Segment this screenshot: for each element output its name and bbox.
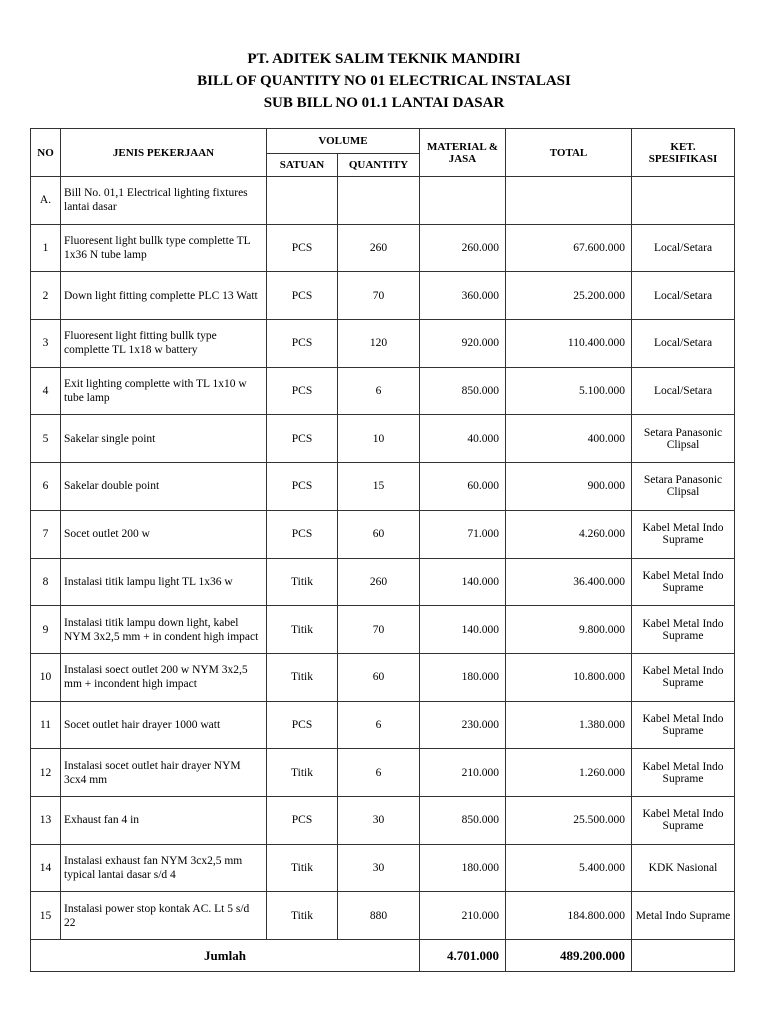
cell-ket: Local/Setara	[632, 224, 735, 272]
cell-quantity: 6	[338, 367, 420, 415]
cell-no: 5	[31, 415, 61, 463]
cell-material: 210.000	[420, 749, 506, 797]
summary-label: Jumlah	[31, 940, 420, 972]
cell-jenis: Sakelar single point	[61, 415, 267, 463]
cell-total	[506, 177, 632, 225]
cell-satuan: PCS	[267, 510, 338, 558]
cell-quantity: 60	[338, 510, 420, 558]
table-row	[31, 606, 735, 654]
table-row	[31, 415, 735, 463]
cell-no: A.	[31, 177, 61, 225]
cell-material: 180.000	[420, 653, 506, 701]
cell-quantity	[338, 177, 420, 225]
table-row	[31, 272, 735, 320]
cell-satuan: Titik	[267, 558, 338, 606]
cell-jenis: Exit lighting complette with TL 1x10 w tube lamp	[61, 367, 267, 415]
cell-jenis: Down light fitting complette PLC 13 Watt	[61, 272, 267, 320]
cell-total: 10.800.000	[506, 653, 632, 701]
cell-ket: Local/Setara	[632, 272, 735, 320]
cell-material: 920.000	[420, 320, 506, 368]
cell-jenis: Fluoresent light bullk type complette TL 1x36 N tube lamp	[61, 224, 267, 272]
cell-no: 3	[31, 320, 61, 368]
cell-total: 5.400.000	[506, 844, 632, 892]
cell-ket: Kabel Metal Indo Suprame	[632, 606, 735, 654]
cell-jenis: Instalasi titik lampu down light, kabel NYM 3x2,5 mm + in condent high impact	[61, 606, 267, 654]
cell-total: 25.500.000	[506, 796, 632, 844]
sub-bill-title: SUB BILL NO 01.1 LANTAI DASAR	[263, 95, 505, 111]
cell-satuan: PCS	[267, 463, 338, 511]
table-row	[31, 224, 735, 272]
bill-of-quantity-table	[30, 128, 735, 972]
cell-no: 15	[31, 892, 61, 940]
cell-satuan: Titik	[267, 653, 338, 701]
cell-material: 71.000	[420, 510, 506, 558]
cell-satuan: PCS	[267, 415, 338, 463]
cell-material	[420, 177, 506, 225]
cell-total: 1.380.000	[506, 701, 632, 749]
cell-no: 11	[31, 701, 61, 749]
table-row	[31, 701, 735, 749]
cell-material: 40.000	[420, 415, 506, 463]
cell-ket: Kabel Metal Indo Suprame	[632, 510, 735, 558]
cell-material: 210.000	[420, 892, 506, 940]
cell-jenis: Instalasi exhaust fan NYM 3cx2,5 mm typical lantai dasar s/d 4	[61, 844, 267, 892]
cell-material: 230.000	[420, 701, 506, 749]
cell-satuan: Titik	[267, 892, 338, 940]
cell-no: 7	[31, 510, 61, 558]
cell-satuan: Titik	[267, 749, 338, 797]
cell-no: 10	[31, 653, 61, 701]
cell-jenis: Instalasi titik lampu light TL 1x36 w	[61, 558, 267, 606]
cell-quantity: 6	[338, 701, 420, 749]
col-quantity-header: QUANTITY	[338, 154, 420, 177]
cell-jenis: Instalasi socet outlet hair drayer NYM 3cx4 mm	[61, 749, 267, 797]
col-material-header: MATERIAL & JASA	[420, 129, 506, 177]
cell-total: 184.800.000	[506, 892, 632, 940]
cell-ket: KDK Nasional	[632, 844, 735, 892]
table-row	[31, 653, 735, 701]
cell-jenis: Bill No. 01,1 Electrical lighting fixtures lantai dasar	[61, 177, 267, 225]
cell-total: 900.000	[506, 463, 632, 511]
cell-material: 180.000	[420, 844, 506, 892]
cell-material: 850.000	[420, 367, 506, 415]
cell-total: 400.000	[506, 415, 632, 463]
cell-quantity: 60	[338, 653, 420, 701]
col-satuan-header: SATUAN	[267, 154, 338, 177]
cell-jenis: Instalasi soect outlet 200 w NYM 3x2,5 mm + incondent high impact	[61, 653, 267, 701]
cell-ket: Kabel Metal Indo Suprame	[632, 653, 735, 701]
cell-no: 6	[31, 463, 61, 511]
table-row	[31, 558, 735, 606]
cell-satuan: PCS	[267, 796, 338, 844]
cell-material: 140.000	[420, 606, 506, 654]
cell-no: 4	[31, 367, 61, 415]
col-jenis-header: JENIS PEKERJAAN	[61, 129, 267, 177]
summary-row	[31, 940, 735, 972]
table-body	[31, 177, 735, 940]
cell-quantity: 30	[338, 796, 420, 844]
cell-material: 260.000	[420, 224, 506, 272]
cell-material: 850.000	[420, 796, 506, 844]
cell-jenis: Socet outlet 200 w	[61, 510, 267, 558]
cell-ket: Local/Setara	[632, 320, 735, 368]
cell-ket	[632, 177, 735, 225]
document-header	[0, 48, 768, 114]
cell-satuan: PCS	[267, 224, 338, 272]
cell-satuan	[267, 177, 338, 225]
cell-satuan: PCS	[267, 272, 338, 320]
table-row	[31, 367, 735, 415]
table-row	[31, 510, 735, 558]
cell-quantity: 30	[338, 844, 420, 892]
summary-ket	[632, 940, 735, 972]
cell-quantity: 70	[338, 272, 420, 320]
summary-grand-total: 489.200.000	[506, 940, 632, 972]
header-row-1	[31, 129, 735, 154]
cell-ket: Kabel Metal Indo Suprame	[632, 701, 735, 749]
cell-total: 4.260.000	[506, 510, 632, 558]
cell-satuan: Titik	[267, 844, 338, 892]
cell-total: 110.400.000	[506, 320, 632, 368]
cell-satuan: PCS	[267, 320, 338, 368]
cell-satuan: PCS	[267, 367, 338, 415]
cell-no: 9	[31, 606, 61, 654]
cell-quantity: 260	[338, 558, 420, 606]
cell-ket: Kabel Metal Indo Suprame	[632, 796, 735, 844]
col-volume-header: VOLUME	[267, 129, 420, 154]
col-no-header: NO	[31, 129, 61, 177]
cell-total: 5.100.000	[506, 367, 632, 415]
cell-jenis: Exhaust fan 4 in	[61, 796, 267, 844]
cell-no: 2	[31, 272, 61, 320]
table-row	[31, 177, 735, 225]
cell-jenis: Fluoresent light fitting bullk type complette TL 1x18 w battery	[61, 320, 267, 368]
table-row	[31, 749, 735, 797]
cell-ket: Metal Indo Suprame	[632, 892, 735, 940]
cell-quantity: 260	[338, 224, 420, 272]
cell-satuan: PCS	[267, 701, 338, 749]
cell-total: 9.800.000	[506, 606, 632, 654]
cell-quantity: 10	[338, 415, 420, 463]
cell-no: 1	[31, 224, 61, 272]
table-row	[31, 844, 735, 892]
cell-material: 140.000	[420, 558, 506, 606]
cell-total: 25.200.000	[506, 272, 632, 320]
cell-no: 13	[31, 796, 61, 844]
table-row	[31, 892, 735, 940]
cell-quantity: 120	[338, 320, 420, 368]
cell-ket: Local/Setara	[632, 367, 735, 415]
cell-no: 12	[31, 749, 61, 797]
cell-total: 67.600.000	[506, 224, 632, 272]
cell-satuan: Titik	[267, 606, 338, 654]
cell-ket: Setara Panasonic Clipsal	[632, 463, 735, 511]
cell-jenis: Sakelar double point	[61, 463, 267, 511]
cell-jenis: Instalasi power stop kontak AC. Lt 5 s/d 22	[61, 892, 267, 940]
table-row	[31, 320, 735, 368]
col-ket-header: KET. SPESIFIKASI	[632, 129, 735, 177]
table-row	[31, 796, 735, 844]
cell-total: 36.400.000	[506, 558, 632, 606]
cell-total: 1.260.000	[506, 749, 632, 797]
col-total-header: TOTAL	[506, 129, 632, 177]
cell-ket: Kabel Metal Indo Suprame	[632, 558, 735, 606]
cell-material: 360.000	[420, 272, 506, 320]
cell-quantity: 6	[338, 749, 420, 797]
cell-material: 60.000	[420, 463, 506, 511]
cell-ket: Kabel Metal Indo Suprame	[632, 749, 735, 797]
cell-quantity: 880	[338, 892, 420, 940]
bill-title: BILL OF QUANTITY NO 01 ELECTRICAL INSTALASI	[197, 73, 571, 89]
company-title: PT. ADITEK SALIM TEKNIK MANDIRI	[247, 51, 521, 67]
cell-quantity: 15	[338, 463, 420, 511]
cell-no: 8	[31, 558, 61, 606]
cell-no: 14	[31, 844, 61, 892]
table-row	[31, 463, 735, 511]
cell-ket: Setara Panasonic Clipsal	[632, 415, 735, 463]
cell-quantity: 70	[338, 606, 420, 654]
cell-jenis: Socet outlet hair drayer 1000 watt	[61, 701, 267, 749]
summary-material-total: 4.701.000	[420, 940, 506, 972]
